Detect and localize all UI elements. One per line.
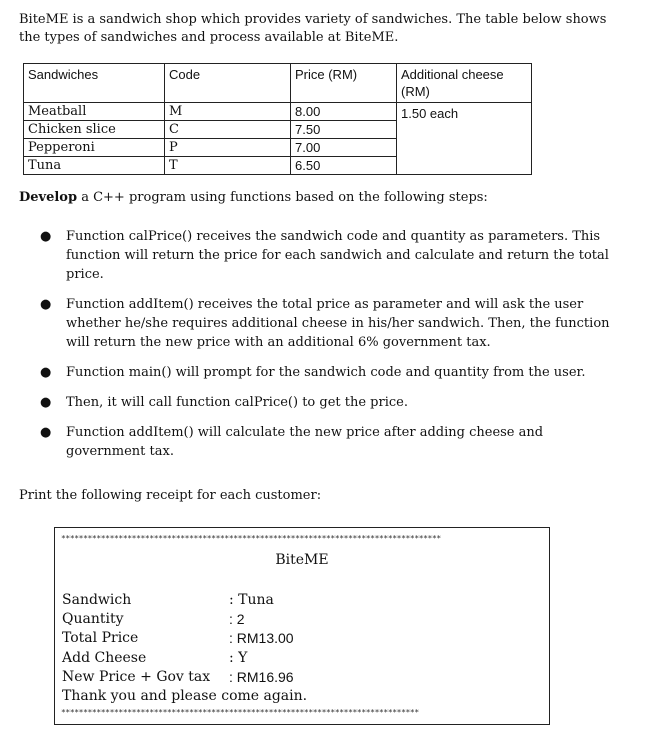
bullet-icon: ● (40, 297, 52, 312)
receipt-value-total-price: : RM13.00 (229, 630, 294, 646)
header-sandwiches: Sandwiches (24, 64, 165, 103)
receipt-value-new-price: : RM16.96 (229, 669, 294, 685)
sandwich-code: P (165, 139, 291, 157)
develop-instruction (19, 190, 488, 205)
header-additional-cheese: Additional cheese (RM) (397, 64, 532, 103)
receipt-value-add-cheese: : Y (229, 650, 248, 666)
receipt-value-sandwich: : Tuna (229, 592, 274, 608)
receipt-label-sandwich: Sandwich (62, 592, 132, 608)
price-table (23, 63, 532, 175)
steps-list (40, 227, 620, 472)
bullet-icon: ● (40, 395, 52, 410)
sandwich-name: Tuna (24, 157, 165, 175)
table-header-row (24, 64, 532, 103)
bullet-icon: ● (40, 229, 52, 244)
list-item (40, 295, 620, 352)
sandwich-code: M (165, 103, 291, 121)
sandwich-price: 8.00 (291, 103, 397, 121)
intro-line-1: BiteME is a sandwich shop which provides variety of sandwiches. The table below shows (19, 12, 607, 27)
bullet-icon: ● (40, 365, 52, 380)
sandwich-name: Pepperoni (24, 139, 165, 157)
step-text: Function addItem() will calculate the new price after adding cheese and government tax. (66, 425, 544, 459)
receipt-label-new-price: New Price + Gov tax (62, 669, 211, 685)
develop-bold: Develop (19, 190, 78, 205)
receipt-box (54, 527, 550, 725)
sandwich-code: C (165, 121, 291, 139)
sandwich-name: Meatball (24, 103, 165, 121)
receipt-title: BiteME (275, 552, 329, 568)
step-text: Function calPrice() receives the sandwich code and quantity as parameters. This function will return the price for each sandwich and calculate and return the total price. (66, 229, 609, 282)
list-item (40, 393, 620, 412)
sandwich-price: 7.50 (291, 121, 397, 139)
sandwich-name: Chicken slice (24, 121, 165, 139)
receipt-stars-bottom: ********************************************************************************* (61, 708, 419, 717)
develop-rest: a C++ program using functions based on the following steps: (77, 190, 488, 205)
list-item (40, 227, 620, 284)
step-text: Then, it will call function calPrice() to get the price. (66, 395, 408, 410)
receipt-label-quantity: Quantity (62, 611, 124, 627)
list-item (40, 363, 620, 382)
table-row (24, 103, 532, 121)
receipt-thanks: Thank you and please come again. (62, 688, 308, 704)
receipt-stars-top: ************************************************************************************** (61, 534, 441, 543)
receipt-value-quantity: : 2 (229, 611, 245, 627)
cheese-price: 1.50 each (397, 103, 532, 175)
header-price: Price (RM) (291, 64, 397, 103)
bullet-icon: ● (40, 425, 52, 440)
step-text: Function main() will prompt for the sandwich code and quantity from the user. (66, 365, 586, 380)
step-text: Function addItem() receives the total price as parameter and will ask the user whether he/she requires additional cheese in his/her sandwich. Then, the function will return the new price with an additional 6% government tax. (66, 297, 610, 350)
list-item (40, 423, 620, 461)
intro-line-2: the types of sandwiches and process available at BiteME. (19, 30, 399, 45)
sandwich-price: 7.00 (291, 139, 397, 157)
receipt-label-total-price: Total Price (62, 630, 139, 646)
sandwich-code: T (165, 157, 291, 175)
sandwich-price: 6.50 (291, 157, 397, 175)
receipt-label-add-cheese: Add Cheese (62, 650, 147, 666)
print-label: Print the following receipt for each customer: (19, 488, 322, 503)
intro-paragraph (19, 11, 629, 47)
header-code: Code (165, 64, 291, 103)
